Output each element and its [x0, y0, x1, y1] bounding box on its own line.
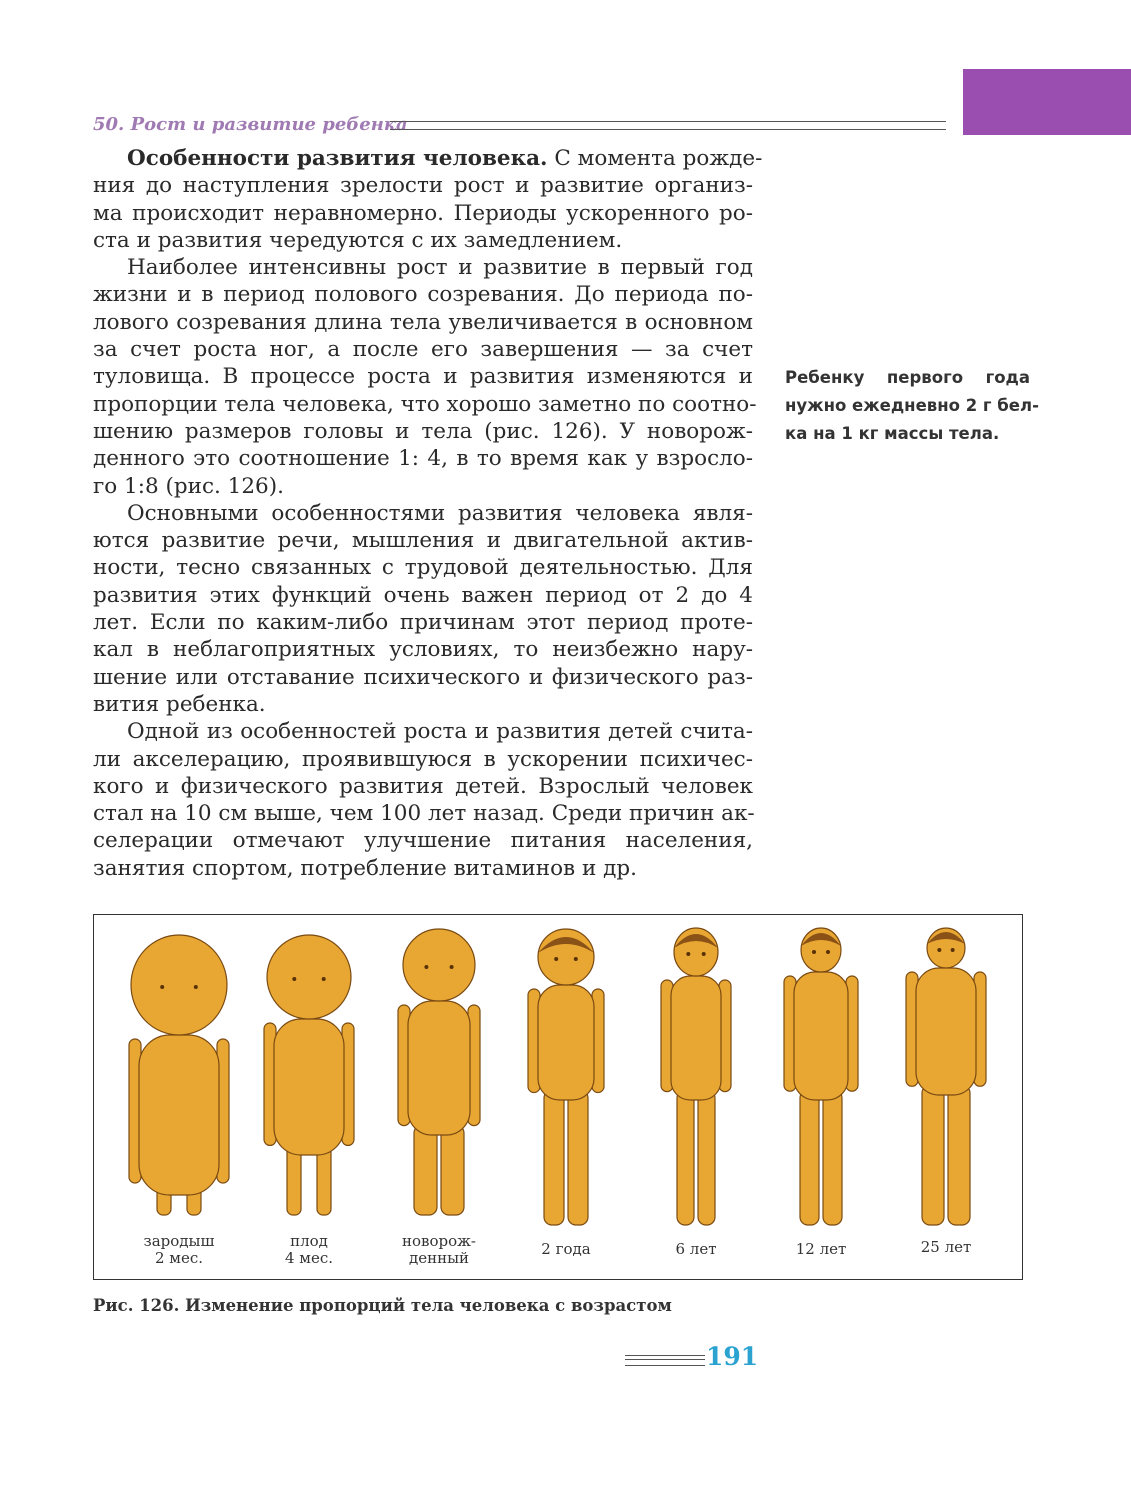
text-line: ста и развития чередуются с их замедлением. [93, 227, 623, 253]
header-rule [390, 121, 946, 130]
figure-eye [450, 965, 454, 969]
text-line: ли акселерацию, проявившуюся в ускорении психичес- [93, 746, 753, 772]
figure-eye [322, 977, 326, 981]
figure-eye [686, 952, 690, 956]
text-line: пропорции тела человека, что хорошо заметно по соотно- [93, 391, 757, 417]
figure-left-leg [922, 1085, 944, 1225]
page-number-rule [625, 1355, 705, 1366]
margin-note [785, 364, 1039, 448]
figure-left-leg [544, 1090, 564, 1225]
figure-torso [408, 1001, 470, 1135]
figure-left-leg [677, 1090, 694, 1225]
figure-right-leg [568, 1090, 588, 1225]
text-line: шению размеров головы и тела (рис. 126). У новорож- [93, 418, 753, 444]
figure-eye [160, 985, 164, 989]
text-line: занятия спортом, потребление витаминов и др. [93, 855, 637, 881]
text-line: Наиболее интенсивны рост и развитие в первый год [127, 255, 753, 281]
figure-right-leg [441, 1125, 464, 1215]
figure-eye [554, 957, 558, 961]
figure-left-leg [414, 1125, 437, 1215]
text-line: ма происходит неравномерно. Периоды ускоренного ро- [93, 200, 753, 226]
stage-label: плод 4 мес. [284, 1232, 334, 1267]
text-line: шение или отставание психического и физического раз- [93, 664, 753, 690]
chapter-tab [963, 69, 1131, 135]
text-line: ности, тесно связанных с трудовой деятельностью. Для [93, 555, 753, 581]
figure-torso [139, 1035, 219, 1195]
figure-right-leg [698, 1090, 715, 1225]
figure-torso [916, 968, 976, 1095]
figure-126 [93, 914, 1023, 1280]
text-line: стал на 10 см выше, чем 100 лет назад. Среди причин ак- [93, 801, 755, 827]
text-line: Основными особенностями развития человека явля- [127, 500, 753, 526]
figure-eye [702, 952, 706, 956]
figure-torso [274, 1019, 344, 1155]
text-line: вития ребенка. [93, 691, 266, 717]
text-line: кал в неблагоприятных условиях, то неизбежно нару- [93, 637, 753, 663]
text-line: ния до наступления зрелости рост и развитие организ- [93, 173, 753, 199]
stage-label: зародыш 2 мес. [143, 1232, 215, 1267]
figure-eye [292, 977, 296, 981]
figure-head [131, 935, 227, 1035]
figure-right-leg [948, 1085, 970, 1225]
text-line: развития этих функций очень важен период от 2 до 4 [93, 582, 753, 608]
section-title: 50. Рост и развитие ребенка [93, 114, 408, 135]
text-line: Особенности развития человека. С момента рожде- [127, 146, 763, 171]
figure-eye [937, 948, 941, 952]
text-line: лет. Если по каким-либо причинам этот период протe- [93, 610, 753, 636]
margin-note-line: ка на 1 кг массы тела. [785, 424, 1000, 443]
stage-label: новорож- денный [401, 1232, 476, 1267]
text-line: го 1:8 (рис. 126). [93, 473, 284, 499]
margin-note-line: Ребенку первого года [785, 368, 1030, 387]
figure-eye [574, 957, 578, 961]
figure-torso [538, 985, 594, 1100]
text-line: лового созревания длина тела увеличивается в основном [93, 309, 753, 335]
stage-label: 25 лет [920, 1238, 972, 1256]
figure-head [403, 929, 475, 1001]
stage-label: 6 лет [675, 1240, 717, 1258]
text-line: жизни и в период полового созревания. До периода по- [93, 282, 753, 308]
running-header [93, 114, 946, 136]
margin-note-line: нужно ежедневно 2 г бел- [785, 396, 1039, 415]
figure-eye [951, 948, 955, 952]
figure-eye [812, 950, 816, 954]
stage-label: 2 года [541, 1240, 591, 1258]
figure-eye [194, 985, 198, 989]
figure-left-leg [800, 1090, 819, 1225]
text-line: денного это соотношение 1: 4, в то время как у взросло- [93, 446, 753, 472]
figure-eye [424, 965, 428, 969]
stage-label: 12 лет [795, 1240, 847, 1258]
page-number: 191 [706, 1342, 759, 1371]
figure-torso [794, 972, 848, 1100]
main-text [93, 145, 763, 882]
text-line: ются развитие речи, мышления и двигательной актив- [93, 528, 753, 554]
figure-torso [671, 976, 721, 1100]
figure-eye [826, 950, 830, 954]
figure-caption: Рис. 126. Изменение пропорций тела человека с возрастом [93, 1296, 672, 1315]
text-line: кого и физического развития детей. Взрослый человек [93, 773, 753, 799]
figure-right-leg [823, 1090, 842, 1225]
text-line: туловища. В процессе роста и развития изменяются и [93, 364, 753, 390]
body-proportions-illustration [94, 915, 1024, 1281]
paragraph-heading: Особенности развития человека. [127, 146, 548, 171]
text-line: за счет роста ног, а после его завершения — за счет [93, 337, 753, 363]
text-line: Одной из особенностей роста и развития детей считa- [127, 719, 753, 745]
figure-head [267, 935, 351, 1019]
text-line: селерации отмечают улучшение питания населения, [93, 828, 753, 854]
